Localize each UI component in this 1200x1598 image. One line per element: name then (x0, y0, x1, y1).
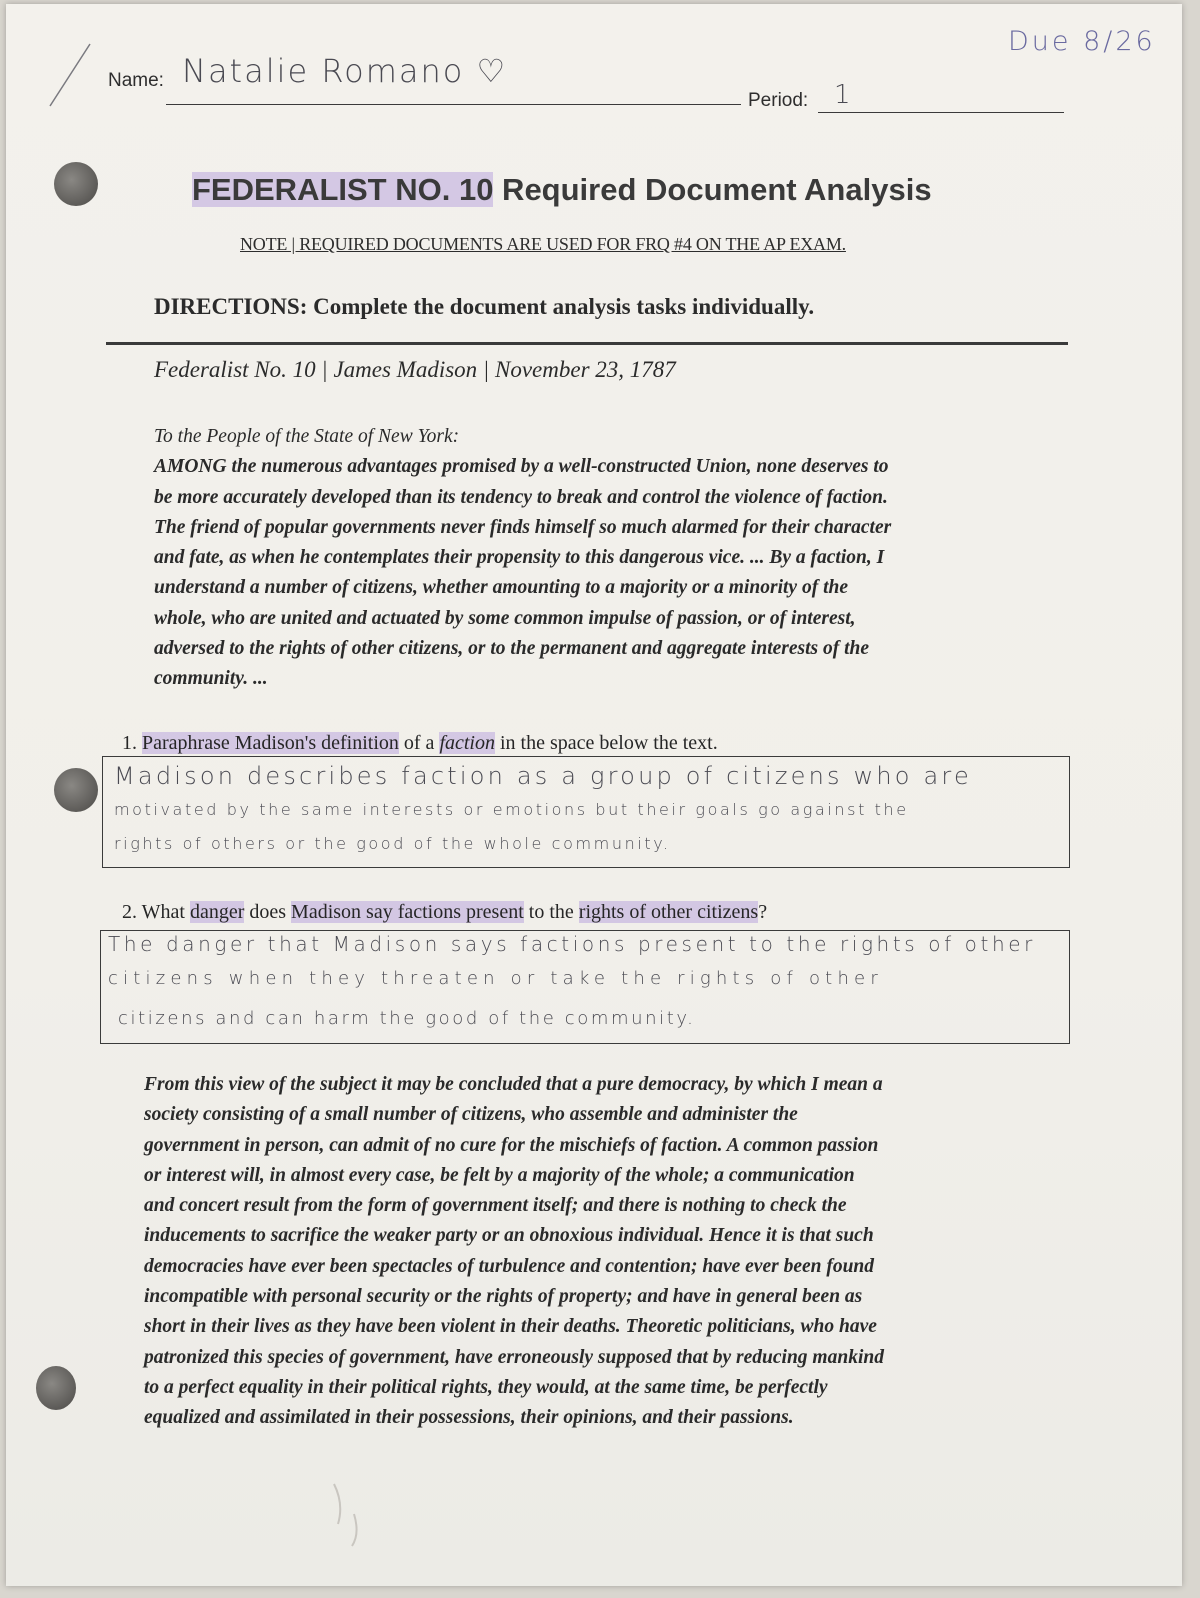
passage-1-line: and fate, as when he contemplates their propensity to this dangerous vice. ... By a faction, I (154, 547, 885, 569)
q2-text-part: ? (758, 901, 768, 923)
passage-1-line: adversed to the rights of other citizens, or to the permanent and aggregate interests of the (154, 638, 870, 660)
due-date-note: Due 8/26 (1008, 26, 1156, 57)
q1-text-part: in the space below the text. (494, 732, 718, 754)
passage-2-line: society consisting of a small number of citizens, who assemble and administer the (144, 1104, 798, 1126)
question-2-text (142, 901, 767, 923)
exam-note: NOTE | REQUIRED DOCUMENTS ARE USED FOR FRQ #4 ON THE AP EXAM. (240, 234, 846, 254)
name-label: Name: (108, 70, 164, 91)
period-line (818, 112, 1064, 113)
question-1 (122, 732, 718, 755)
period-label: Period: (748, 90, 809, 111)
q2-text-part: does (244, 901, 292, 923)
passage-1-line: be more accurately developed than its tendency to break and control the violence of faction. (154, 486, 888, 508)
page-title (192, 172, 1012, 208)
answer-2-line: The danger that Madison says factions present to the rights of other (108, 932, 1036, 956)
q2-text-part: to the (523, 901, 579, 923)
q1-text-part: of a (398, 732, 440, 754)
passage-1-line: The friend of popular governments never finds himself so much alarmed for their character (154, 516, 892, 538)
name-line (166, 104, 741, 105)
passage-1-line: whole, who are united and actuated by some common impulse of passion, or of interest, (154, 607, 856, 629)
passage-1 (154, 422, 1034, 695)
passage-2-line: government in person, can admit of no cure for the mischiefs of faction. A common passion (144, 1134, 879, 1156)
passage-2-line: or interest will, in almost every case, be felt by a majority of the whole; a communication (144, 1164, 855, 1186)
answer-1-line: rights of others or the good of the whole community. (114, 834, 671, 853)
passage-2 (144, 1070, 1024, 1434)
binder-hole-top (54, 162, 98, 206)
passage-2-line: inducements to sacrifice the weaker party or an obnoxious individual. Hence it is that such (144, 1225, 874, 1247)
passage-1-line: AMONG the numerous advantages promised by a well-constructed Union, none deserves to (154, 456, 889, 478)
name-value: Natalie Romano ♡ (182, 52, 508, 90)
passage-1-line: understand a number of citizens, whether amounting to a majority or a minority of the (154, 577, 848, 599)
q2-highlight: Madison say factions present (291, 901, 524, 923)
bleed-through-mark (324, 1474, 374, 1554)
directions: DIRECTIONS: Complete the document analysis tasks individually. (154, 294, 815, 319)
answer-1-line: Madison describes faction as a group of citizens who are (114, 762, 972, 790)
passage-2-line: patronized this species of government, have erroneously supposed that by reducing mankind (144, 1346, 884, 1368)
passage-2-line: equalized and assimilated in their possessions, their opinions, and their passions. (144, 1407, 794, 1429)
question-2 (122, 901, 767, 924)
passage-2-line: incompatible with personal security or the rights of property; and have in general been as (144, 1286, 863, 1308)
passage-2-line: and concert result from the form of government itself; and there is nothing to check the (144, 1195, 847, 1217)
binder-hole-bottom (36, 1366, 76, 1410)
document-citation: Federalist No. 10 | James Madison | November 23, 1787 (154, 357, 676, 382)
question-2-number: 2. (122, 901, 137, 923)
period-value: 1 (834, 80, 853, 110)
q2-highlight: rights of other citizens (578, 901, 759, 923)
q1-highlight: definition (321, 732, 399, 754)
passage-1-line: To the People of the State of New York: (154, 426, 460, 447)
passage-2-line: From this view of the subject it may be concluded that a pure democracy, by which I mean a (144, 1074, 883, 1095)
question-1-number: 1. (122, 732, 137, 754)
q1-highlight: faction (439, 732, 495, 754)
q1-highlight: Paraphrase Madison's (142, 732, 322, 754)
directions-divider (106, 342, 1068, 345)
passage-1-line: community. ... (154, 668, 268, 690)
answer-2-line: citizens when they threaten or take the rights of other (108, 968, 883, 989)
q2-text-part: What (141, 901, 190, 923)
passage-2-line: to a perfect equality in their political rights, they would, at the same time, be perfectly (144, 1376, 828, 1398)
answer-2-line: citizens and can harm the good of the community. (118, 1008, 696, 1029)
question-1-text (142, 732, 718, 754)
passage-2-line: democracies have ever been spectacles of turbulence and contention; have ever been found (144, 1255, 875, 1277)
pen-mark (46, 40, 96, 110)
binder-hole-middle (54, 768, 98, 812)
title-highlighted: FEDERALIST NO. 10 (192, 172, 494, 207)
answer-1-line: motivated by the same interests or emotions but their goals go against the (114, 800, 909, 819)
passage-2-line: short in their lives as they have been violent in their deaths. Theoretic politicians, who have (144, 1316, 877, 1338)
q2-highlight: danger (189, 901, 245, 923)
worksheet-page (6, 4, 1182, 1586)
title-rest: Required Document Analysis (493, 172, 932, 207)
